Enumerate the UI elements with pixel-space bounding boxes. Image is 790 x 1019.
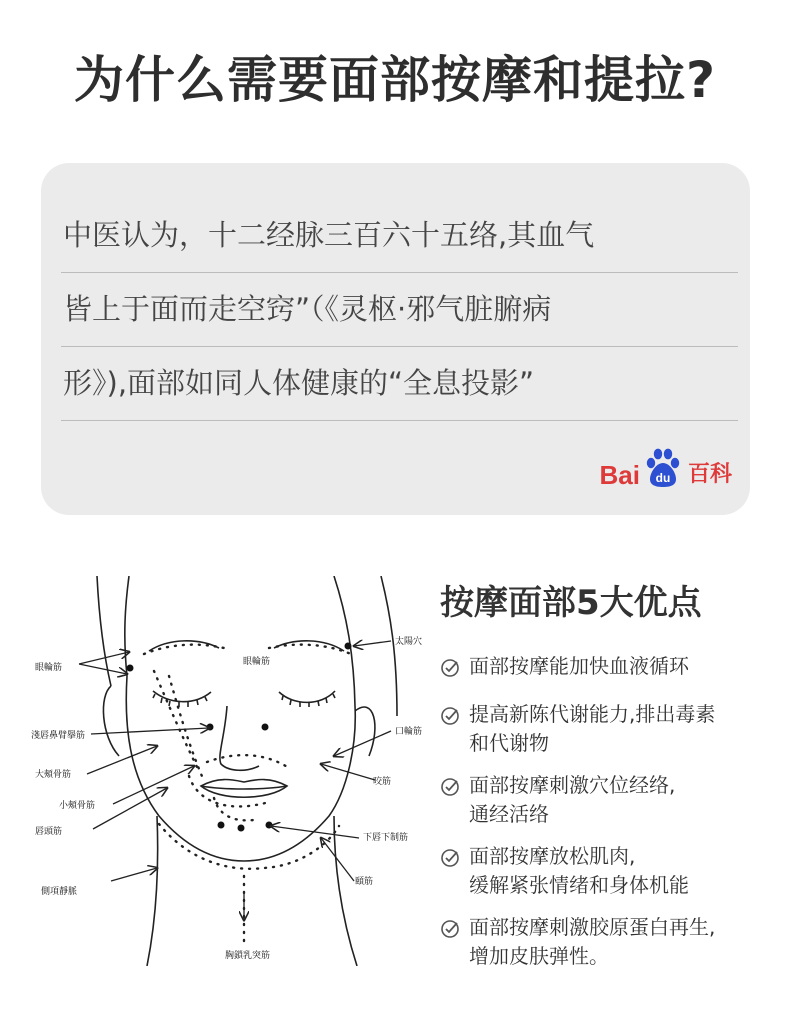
label-qianchun: 淺唇鼻臂擧筋 bbox=[31, 731, 86, 741]
label-taiyang: 太陽穴 bbox=[395, 637, 423, 647]
advantages-title: 按摩面部5大优点 bbox=[440, 583, 702, 623]
advantage-text: 面部按摩刺激穴位经络, bbox=[469, 773, 676, 797]
advantage-item bbox=[440, 913, 780, 971]
label-xiachun: 下唇下制筋 bbox=[363, 833, 409, 843]
label-dajia: 大頰骨筋 bbox=[35, 770, 72, 780]
baike-text: 百科 bbox=[687, 462, 732, 487]
quote-line: 形》),面部如同人体健康的“全息投影” bbox=[61, 347, 738, 421]
advantage-text: 面部按摩放松肌肉, bbox=[469, 844, 636, 868]
advantage-item bbox=[440, 842, 780, 900]
label-cexiang: 側項靜脈 bbox=[41, 887, 78, 897]
label-xiongsuo: 胸鎖乳突筋 bbox=[225, 951, 271, 961]
label-xiaojia: 小頰骨筋 bbox=[59, 801, 96, 811]
label-yanlun-mid: 眼輪筋 bbox=[243, 657, 271, 667]
check-circle-icon bbox=[440, 777, 460, 797]
advantage-text: 通经活络 bbox=[469, 802, 549, 826]
check-circle-icon bbox=[440, 706, 460, 726]
label-yanlun-left: 眼輪筋 bbox=[35, 663, 63, 673]
quote-line: 皆上于面而走空窍”（《灵枢·邪气脏腑病 bbox=[61, 273, 738, 347]
baidu-paw-icon bbox=[641, 446, 685, 490]
label-yi: 頤筋 bbox=[355, 877, 374, 887]
check-circle-icon bbox=[440, 848, 460, 868]
advantage-text: 和代谢物 bbox=[469, 731, 549, 755]
label-koulun: 口輪筋 bbox=[395, 727, 423, 737]
baidu-du-text: du bbox=[655, 471, 671, 485]
label-yao: 咬筋 bbox=[373, 777, 392, 787]
advantage-text: 面部按摩刺激胶原蛋白再生, bbox=[469, 915, 716, 939]
page-title: 为什么需要面部按摩和提拉? bbox=[73, 51, 716, 109]
baidu-baike-logo bbox=[600, 446, 732, 490]
check-circle-icon bbox=[440, 658, 460, 678]
advantage-text: 提高新陈代谢能力,排出毒素 bbox=[469, 702, 716, 726]
baidu-logo-text: Bai bbox=[599, 460, 640, 490]
advantage-text: 增加皮肤弹性。 bbox=[469, 944, 609, 968]
advantage-text: 面部按摩能加快血液循环 bbox=[469, 654, 689, 678]
quote-card bbox=[41, 163, 750, 515]
label-chuntou: 唇頭筋 bbox=[35, 827, 63, 837]
advantage-item bbox=[440, 771, 780, 829]
advantage-text: 缓解紧张情绪和身体机能 bbox=[469, 873, 689, 897]
face-muscle-diagram bbox=[29, 576, 429, 966]
check-circle-icon bbox=[440, 919, 460, 939]
advantage-item bbox=[440, 652, 780, 681]
quote-line: 中医认为，十二经脉三百六十五络,其血气 bbox=[61, 199, 738, 273]
advantage-item bbox=[440, 700, 780, 758]
